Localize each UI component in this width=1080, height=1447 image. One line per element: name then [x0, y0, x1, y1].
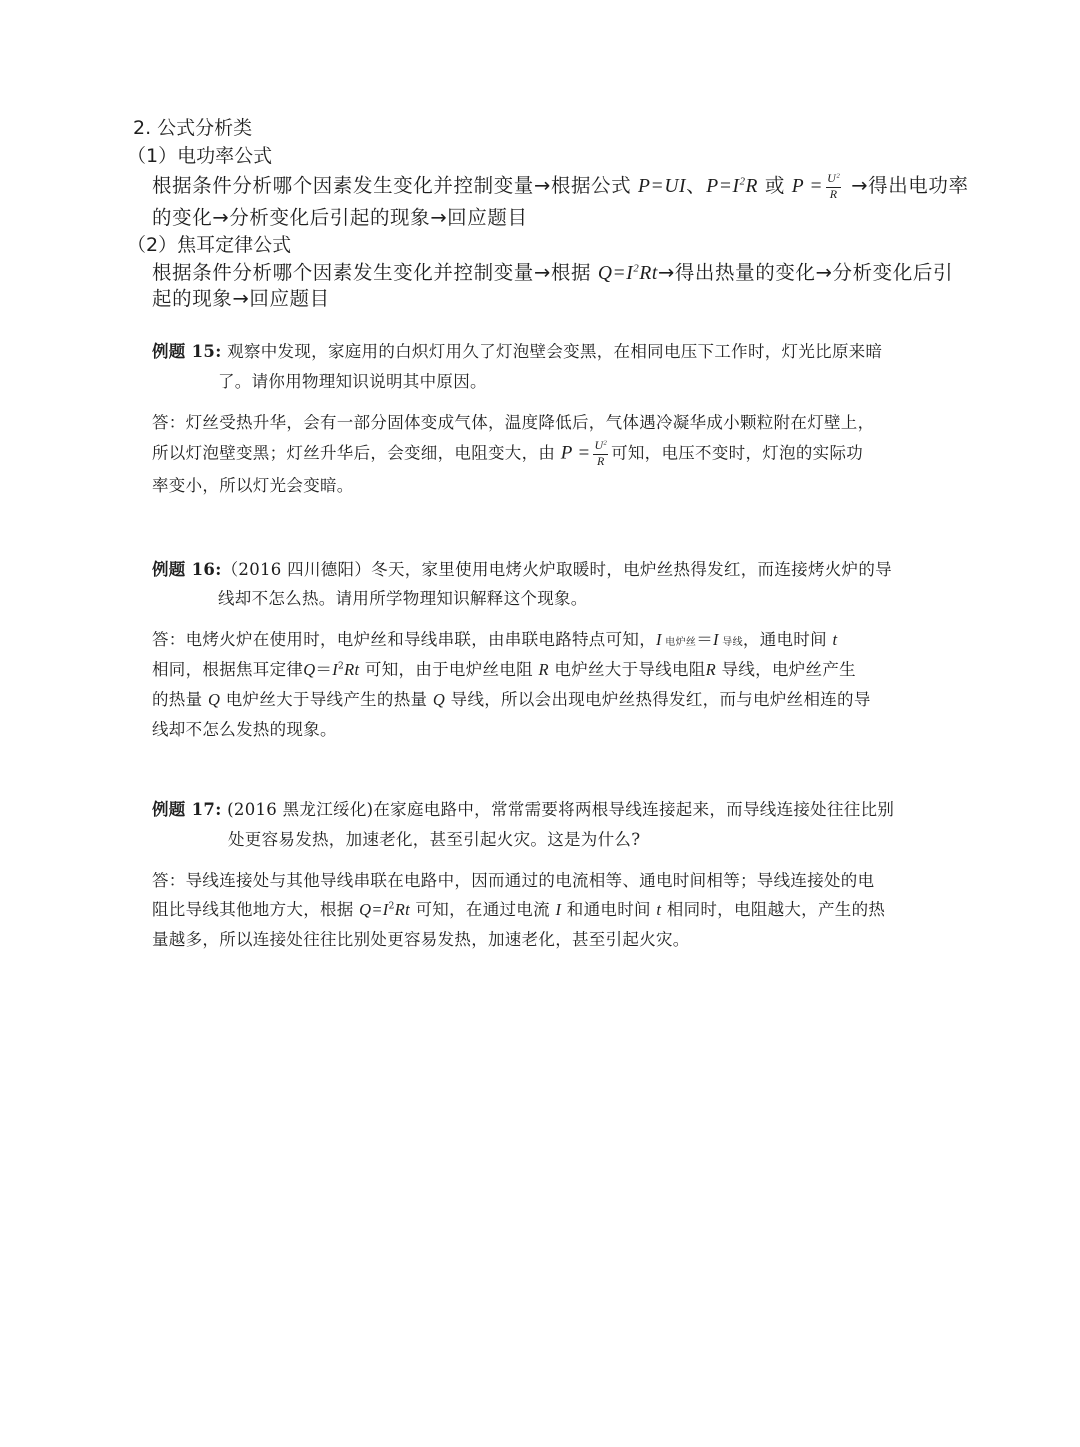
example-16-label: 例题 16:	[152, 560, 222, 579]
example-17-answer-3: 量越多，所以连接处往往比别处更容易发热，加速老化，甚至引起火灾。	[152, 930, 690, 949]
subsection-joule-title: （2）焦耳定律公式	[127, 234, 292, 256]
power-line-1-text: 根据条件分析哪个因素发生变化并控制变量→根据公式	[152, 174, 639, 197]
power-line-2: 的变化→分析变化后引起的现象→回应题目	[152, 206, 528, 229]
example-17-question-1: 例题 17: (2016 黑龙江绥化)在家庭电路中，常常需要将两根导线连接起来，而导线连接处往往比别	[152, 800, 895, 819]
separator: 、	[686, 174, 707, 197]
power-line-1	[152, 170, 969, 201]
example-17-label: 例题 17:	[152, 800, 222, 819]
formula-p-i2r: $P=I^2R$	[706, 175, 759, 197]
joule-line-1-tail: →得出热量的变化→分析变化后引	[657, 261, 954, 284]
formula-p-ui: P=UI	[638, 176, 687, 197]
example-16-question-2: 线却不怎么热。请用所学物理知识解释这个现象。	[218, 589, 588, 608]
example-17-answer-2: 阻比导线其他地方大，根据 $Q=I^2Rt$ 可知，在通过电流 I 和通电时间 t 相同时，电阻越大，产生的热	[152, 900, 886, 919]
subsection-power-title: （1）电功率公式	[127, 145, 273, 167]
example-16-question-1: 例题 16:（2016 四川德阳）冬天，家里使用电烤火炉取暖时，电炉丝热得发红，而连接烤火炉的导	[152, 560, 892, 579]
example-15-answer-2: 所以灯泡壁变黑；灯丝升华后，会变细，电阻变大，由 P = $\frac{U^2}{R}$ 可知，电压不变时，灯泡的实际功	[152, 438, 864, 468]
example-16-answer-2: 相同，根据焦耳定律$Q=I^2Rt$ 可知，由于电炉丝电阻 R 电炉丝大于导线电阻R 导线，电炉丝产生	[152, 660, 856, 679]
joule-line-1	[152, 257, 953, 285]
fraction-u2-over-r: $\frac{U^2}{R}$	[594, 438, 608, 468]
example-17-answer-1: 答：导线连接处与其他导线串联在电路中，因而通过的电流相等、通电时间相等；导线连接处的电	[152, 871, 875, 890]
example-16-answer-4: 线却不怎么发热的现象。	[152, 720, 337, 739]
example-16-answer-1: 答：电烤火炉在使用时，电炉丝和导线串联，由串联电路特点可知，I 电炉丝＝I 导线，通电时间 t	[152, 630, 838, 649]
fraction-u2-over-r: $\frac{U^2}{R}$	[827, 170, 841, 201]
example-15-answer-1: 答：灯丝受热升华，会有一部分固体变成气体，温度降低后，气体遇冷凝华成小颗粒附在灯壁上，	[152, 413, 875, 432]
section-title: 2. 公式分析类	[133, 117, 253, 139]
example-15-answer-3: 率变小，所以灯光会变暗。	[152, 476, 354, 495]
formula-q-i2rt: $Q=I^2Rt$	[597, 262, 658, 284]
or-text: 或	[758, 174, 792, 197]
joule-line-1-text: 根据条件分析哪个因素发生变化并控制变量→根据	[152, 261, 598, 284]
example-15-question-1: 例题 15: 观察中发现，家庭用的白炽灯用久了灯泡壁会变黑，在相同电压下工作时，灯光比原来暗	[152, 342, 883, 361]
formula-p-eq: P =	[791, 176, 824, 197]
power-line-1-tail: →得出电功率	[844, 174, 969, 197]
example-15-question-2: 了。请你用物理知识说明其中原因。	[218, 372, 487, 391]
joule-line-2: 起的现象→回应题目	[152, 287, 330, 310]
example-15-label: 例题 15:	[152, 342, 222, 361]
example-16-answer-3: 的热量 Q 电炉丝大于导线产生的热量 Q 导线，所以会出现电炉丝热得发红，而与电炉丝相连的导	[152, 690, 871, 709]
example-17-question-2: 处更容易发热，加速老化，甚至引起火灾。这是为什么?	[228, 830, 641, 849]
formula-p-eq: P =	[560, 442, 591, 464]
